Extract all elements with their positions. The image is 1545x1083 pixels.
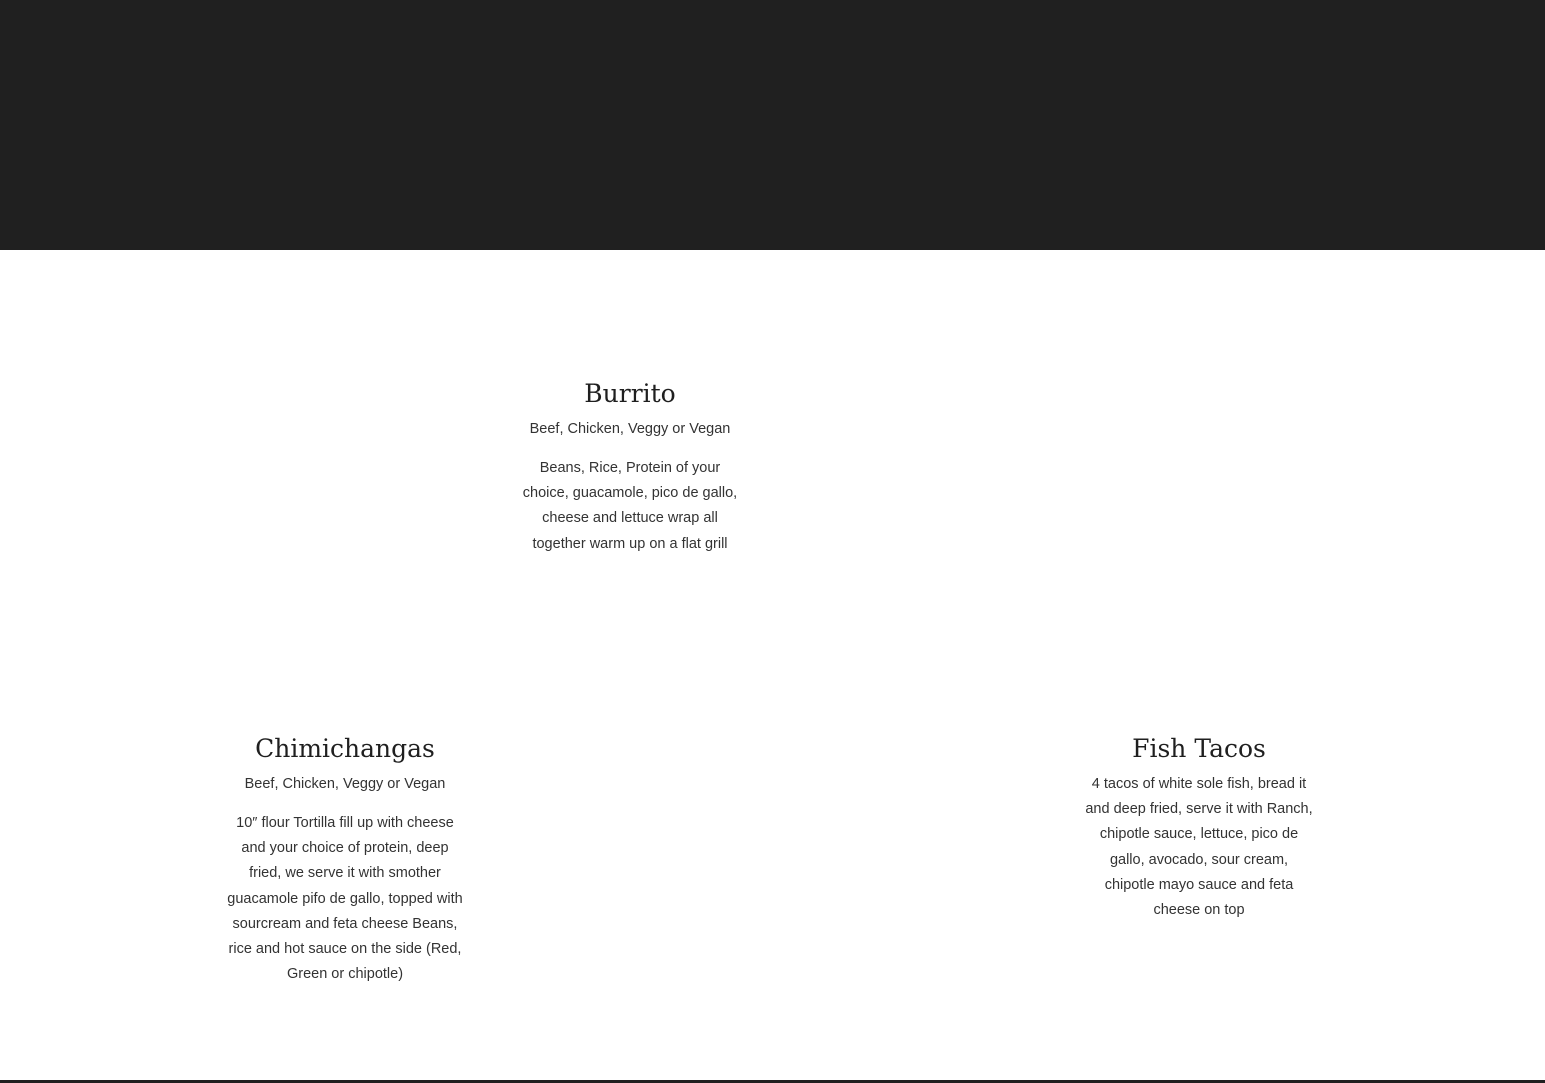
menu-item-title: Chimichangas [255, 734, 435, 763]
menu-item-description: Beans, Rice, Protein of your choice, guacamole, pico de gallo, cheese and lettuce wrap all together warm up on a flat grill [522, 460, 738, 552]
menu-item-description: 4 tacos of white sole fish, bread it and deep fried, serve it with Ranch, chipotle sauce, lettuce, pico de gallo, avocado, sour cream, chipotle mayo sauce and feta cheese on top [1085, 776, 1313, 919]
menu-item-description: 10″ flour Tortilla fill up with cheese and your choice of protein, deep fried, we serve it with smother guacamole pifo de gallo, topped with sourcream and feta cheese Beans, rice and hot sauce on the side (Red, Green or chipotle) [227, 815, 463, 983]
menu-item-proteins: Beef, Chicken, Veggy or Vegan [529, 421, 731, 437]
header-banner [0, 0, 1545, 250]
menu-item-chimichangas [225, 734, 465, 987]
menu-item-proteins: Beef, Chicken, Veggy or Vegan [244, 776, 446, 792]
menu-item-fish-tacos [1083, 734, 1315, 923]
menu-item-title: Fish Tacos [1132, 734, 1266, 763]
menu-item-title: Burrito [584, 379, 676, 408]
menu-item-burrito [515, 379, 745, 557]
